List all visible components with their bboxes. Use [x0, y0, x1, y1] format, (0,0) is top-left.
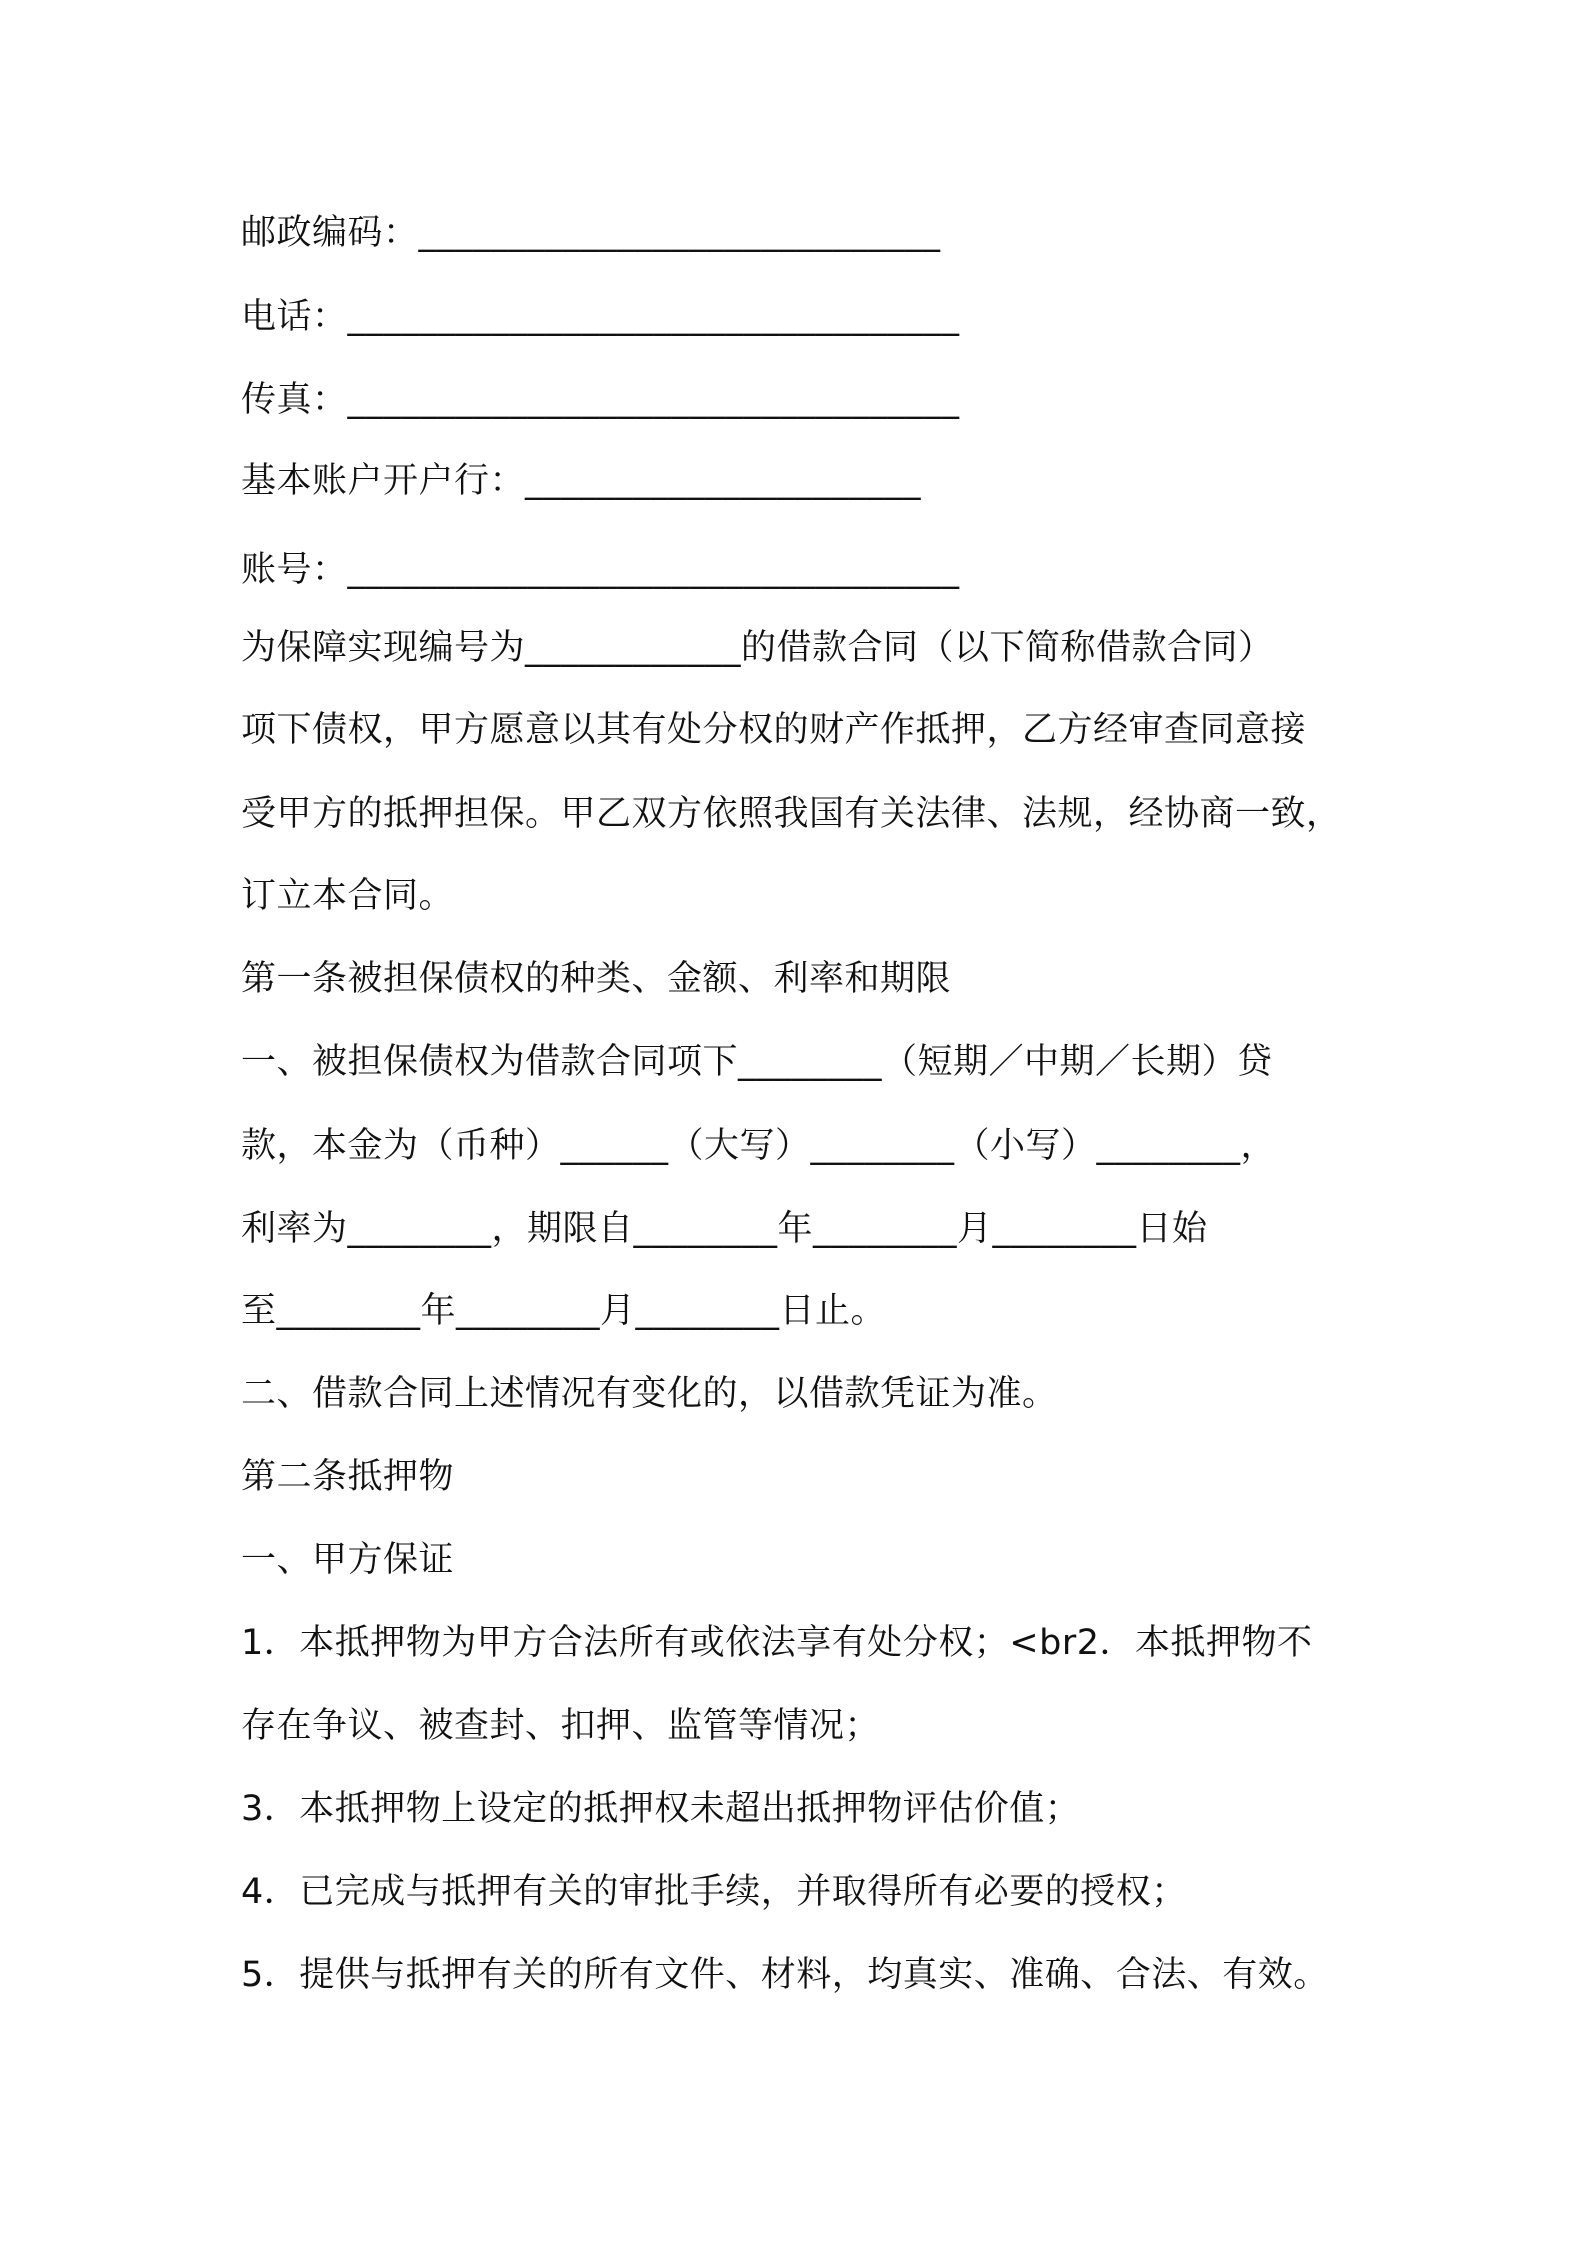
guarantee-item-4: 4．已完成与抵押有关的审批手续，并取得所有必要的授权；: [241, 1872, 1187, 1912]
postal-code-line: 邮政编码：_____________________________: [241, 213, 941, 253]
phone-line: 电话：__________________________________: [241, 297, 960, 337]
party-a-guarantee-heading: 一、甲方保证: [241, 1540, 455, 1580]
article-1-clause-2: 二、借款合同上述情况有变化的，以借款凭证为准。: [241, 1374, 1058, 1414]
fax-line: 传真：__________________________________: [241, 380, 960, 420]
guarantee-item-5: 5．提供与抵押有关的所有文件、材料，均真实、准确、合法、有效。: [241, 1955, 1329, 1995]
preamble-line-1: 为保障实现编号为____________的借款合同（以下简称借款合同）: [241, 628, 1274, 668]
preamble-line-2: 项下债权，甲方愿意以其有处分权的财产作抵押，乙方经审查同意接: [241, 710, 1307, 750]
guarantee-item-1-line-2: 存在争议、被查封、扣押、监管等情况；: [241, 1706, 881, 1746]
article-1-clause-1-line-1: 一、被担保债权为借款合同项下________（短期／中期／长期）贷: [241, 1042, 1273, 1082]
article-1-heading: 第一条被担保债权的种类、金额、利率和期限: [241, 959, 952, 999]
article-1-clause-1-line-3: 利率为________，期限自________年________月________日始: [241, 1209, 1208, 1249]
preamble-line-4: 订立本合同。: [241, 876, 455, 916]
guarantee-item-1-line-1: 1．本抵押物为甲方合法所有或依法享有处分权；<br2．本抵押物不: [241, 1623, 1313, 1663]
guarantee-item-3: 3．本抵押物上设定的抵押权未超出抵押物评估价值；: [241, 1789, 1081, 1829]
article-1-clause-1-line-2: 款，本金为（币种）______（大写）________（小写）________，: [241, 1126, 1277, 1166]
account-line: 账号：__________________________________: [241, 550, 960, 590]
article-2-heading: 第二条抵押物: [241, 1457, 455, 1497]
preamble-line-3: 受甲方的抵押担保。甲乙双方依照我国有关法律、法规，经协商一致，: [241, 794, 1342, 834]
article-1-clause-1-line-4: 至________年________月________日止。: [241, 1291, 887, 1331]
bank-line: 基本账户开户行：______________________: [241, 461, 922, 501]
